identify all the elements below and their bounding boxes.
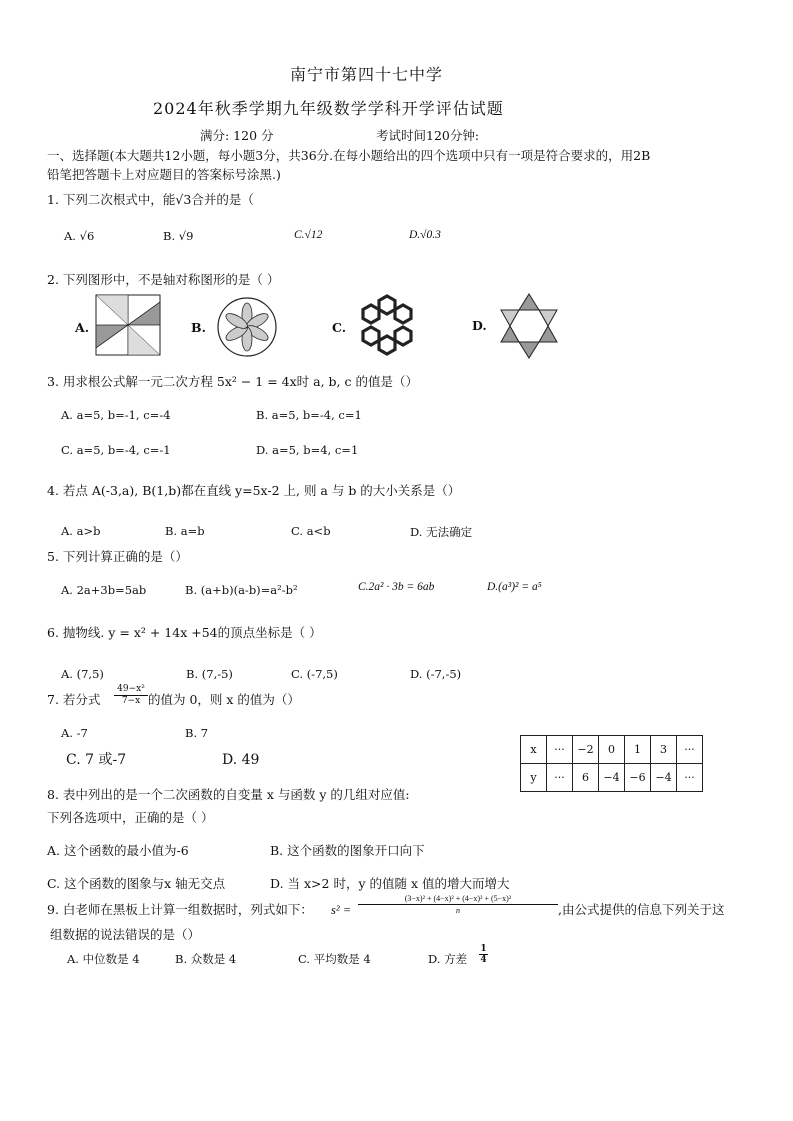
q2-label-c: C.	[332, 320, 347, 335]
table-cell: ···	[547, 736, 573, 764]
table-cell: ···	[677, 736, 703, 764]
q4-option-c: C. a<b	[291, 524, 331, 538]
table-cell: −6	[625, 764, 651, 792]
q3-stem: 3. 用求根公式解一元二次方程 5x² − 1 = 4x时 a, b, c 的值是（）	[47, 374, 418, 389]
q7-option-d: D. 49	[222, 752, 260, 768]
table-cell: ···	[547, 764, 573, 792]
q2-label-d: D.	[472, 318, 487, 333]
table-cell: −4	[651, 764, 677, 792]
full-score: 满分: 120 分	[200, 128, 274, 143]
q9-stem-pre: 9. 白老师在黑板上计算一组数据时，列式如下：	[47, 902, 313, 917]
table-cell: x	[521, 736, 547, 764]
q3-option-d: D. a=5, b=4, c=1	[256, 443, 359, 457]
table-cell: y	[521, 764, 547, 792]
q7-option-a: A. -7	[61, 726, 88, 740]
q6-stem: 6. 抛物线. y = x² + 14x +54的顶点坐标是（ ）	[47, 625, 322, 640]
q8-option-d: D. 当 x>2 时，y 的值随 x 值的增大而增大	[270, 876, 510, 891]
q2-label-a: A.	[75, 320, 90, 335]
q5-stem: 5. 下列计算正确的是（）	[47, 549, 188, 564]
q9-stem-post: ,由公式提供的信息下列关于这	[558, 902, 725, 917]
q1-option-c: C.√12	[294, 229, 323, 241]
q6-option-d: D. (-7,-5)	[410, 667, 462, 681]
q9-formula	[358, 893, 558, 916]
q1-option-d: D.√0.3	[409, 229, 441, 241]
section-heading: 一、选择题(本大题共12小题，每小题3分，共36分.在每小题给出的四个选项中只有一项是符合要求的，用2B	[47, 148, 651, 163]
table-cell: −2	[573, 736, 599, 764]
q2-stem: 2. 下列图形中，不是轴对称图形的是（ ）	[47, 272, 280, 287]
q4-option-b: B. a=b	[165, 524, 205, 538]
q3-option-b: B. a=5, b=-4, c=1	[256, 408, 362, 422]
q5-option-b: B. (a+b)(a-b)=a²-b²	[185, 583, 298, 597]
exam-time: 考试时间120分钟:	[376, 128, 480, 143]
q5-option-c: C.2a² · 3b = 6ab	[358, 581, 435, 593]
q9-option-d: D. 方差	[428, 952, 468, 966]
exam-title: 2024年秋季学期九年级数学学科开学评估试题	[153, 99, 504, 118]
q4-stem: 4. 若点 A(-3,a), B(1,b)都在直线 y=5x-2 上, 则 a 与 b 的大小关系是（）	[47, 483, 461, 498]
q7-frac-den: 7−x	[121, 696, 141, 706]
q9-option-a: A. 中位数是 4	[67, 952, 140, 966]
q1-stem: 1. 下列二次根式中，能√3合并的是（	[47, 192, 254, 207]
table-cell: 1	[625, 736, 651, 764]
table-row-y	[521, 764, 703, 792]
q9-formula-lhs: s² =	[331, 903, 352, 917]
q8-stem-2: 下列各选项中，正确的是（ ）	[47, 810, 214, 825]
q7-frac-num: 49−x²	[114, 684, 148, 696]
q9-formula-num: (3−x)² + (4−x)² + (4−x)² + (5−x)²	[358, 893, 558, 905]
flower-figure	[214, 296, 280, 358]
q9-variance-num: 1	[480, 944, 487, 954]
q8-option-c: C. 这个函数的图象与x 轴无交点	[47, 876, 226, 891]
q7-option-c: C. 7 或-7	[66, 752, 127, 768]
q6-option-a: A. (7,5)	[61, 667, 104, 681]
q2-label-b: B.	[191, 320, 206, 335]
q9-formula-den: n	[456, 906, 460, 915]
star-figure	[496, 292, 562, 360]
q1-option-a: A. √6	[64, 229, 95, 243]
hexagon-ring-figure	[354, 294, 420, 356]
q7-fraction	[114, 684, 148, 707]
q9-option-b: B. 众数是 4	[175, 952, 237, 966]
q6-option-c: C. (-7,5)	[291, 667, 338, 681]
table-cell: −4	[599, 764, 625, 792]
table-row-x	[521, 736, 703, 764]
pinwheel-figure	[95, 294, 161, 356]
q4-option-d: D. 无法确定	[410, 525, 473, 539]
section-heading-cont: 铅笔把答题卡上对应题目的答案标号涂黑.)	[47, 167, 281, 182]
q1-option-b: B. √9	[163, 229, 194, 243]
q8-stem: 8. 表中列出的是一个二次函数的自变量 x 与函数 y 的几组对应值:	[47, 787, 410, 802]
q7-stem-pre: 7. 若分式	[47, 692, 101, 707]
q8-option-b: B. 这个函数的图象开口向下	[270, 843, 425, 858]
q9-stem-2: 组数据的说法错误的是（）	[50, 927, 201, 942]
q7-option-b: B. 7	[185, 726, 209, 740]
q9-variance-den: 4	[480, 955, 487, 965]
q8-option-a: A. 这个函数的最小值为-6	[47, 843, 189, 858]
q5-option-a: A. 2a+3b=5ab	[61, 583, 147, 597]
q4-option-a: A. a>b	[61, 524, 101, 538]
q9-variance-fraction	[479, 944, 488, 965]
table-cell: 3	[651, 736, 677, 764]
table-cell: 6	[573, 764, 599, 792]
q5-option-d: D.(a³)² = a⁵	[487, 581, 542, 593]
q3-option-a: A. a=5, b=-1, c=-4	[61, 408, 171, 422]
q8-value-table	[520, 735, 703, 792]
q7-stem-post: 的值为 0，则 x 的值为（）	[148, 692, 300, 707]
q3-option-c: C. a=5, b=-4, c=-1	[61, 443, 171, 457]
q6-option-b: B. (7,-5)	[186, 667, 233, 681]
school-name: 南宁市第四十七中学	[290, 65, 444, 84]
table-cell: 0	[599, 736, 625, 764]
table-cell: ···	[677, 764, 703, 792]
q9-option-c: C. 平均数是 4	[298, 952, 371, 966]
